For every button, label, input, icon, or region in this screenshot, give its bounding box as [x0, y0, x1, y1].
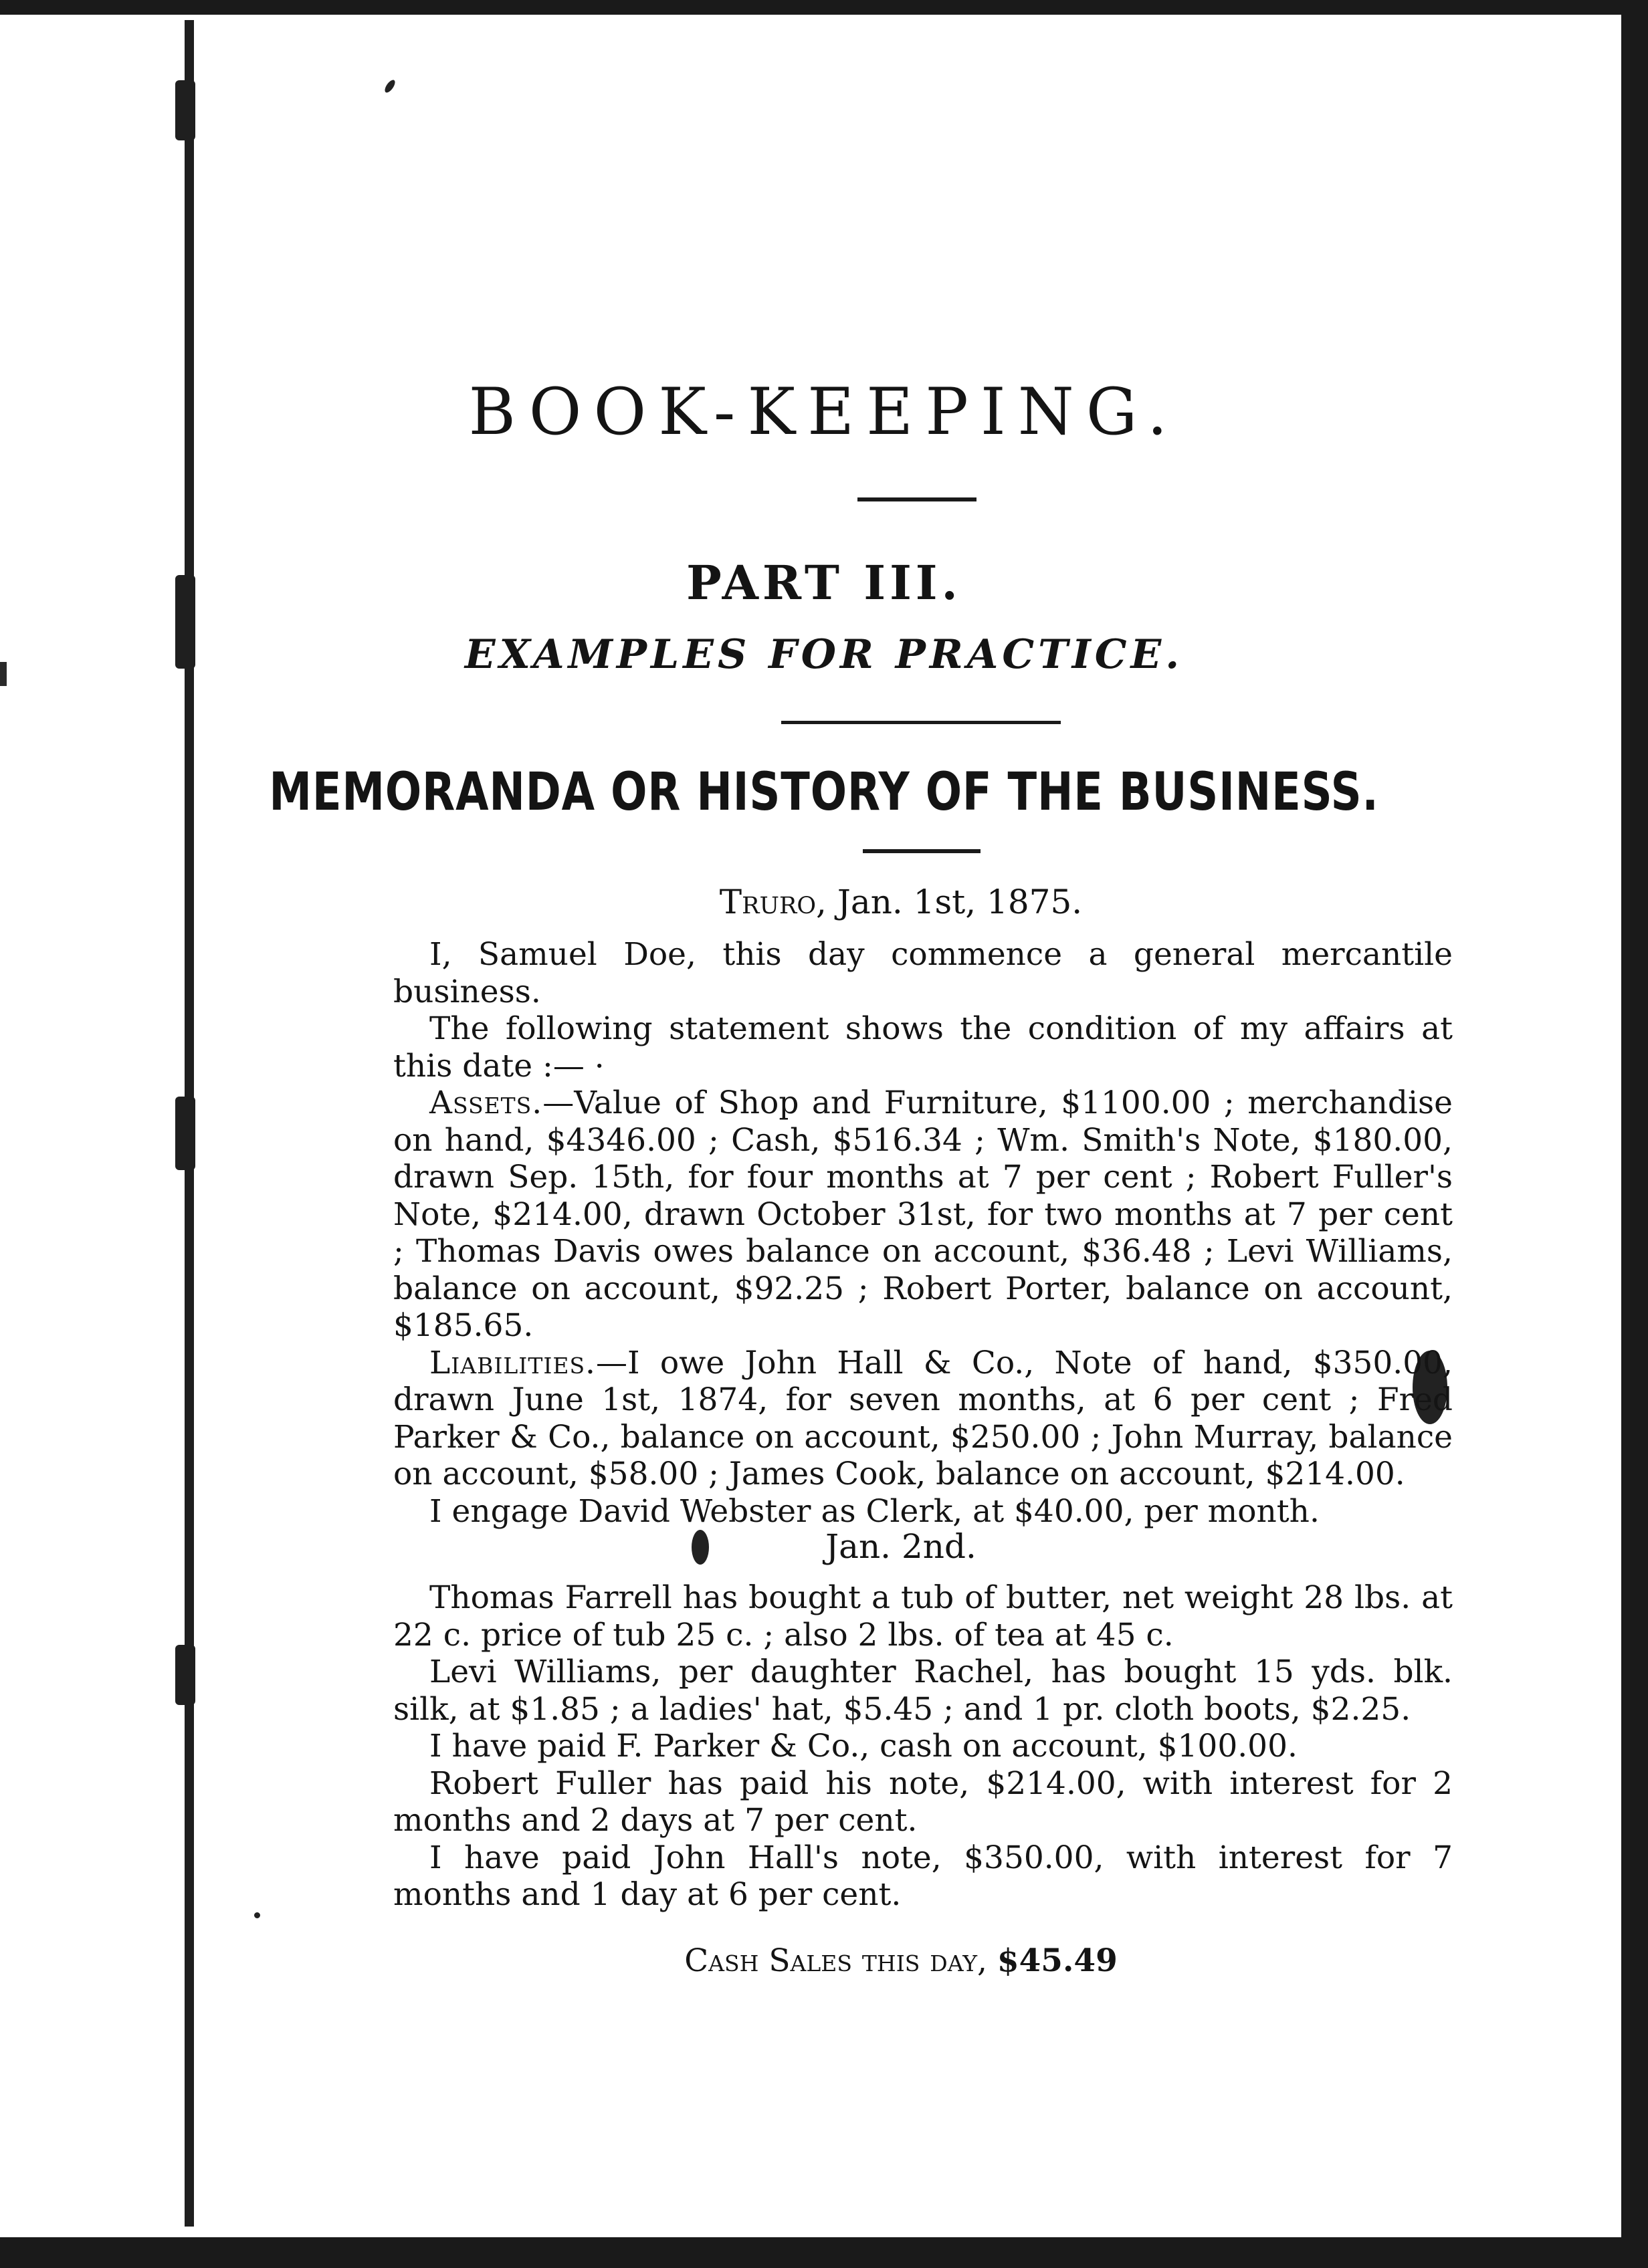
dateline-jan-1 — [0, 883, 1648, 921]
binding-mark — [175, 80, 195, 140]
dateline-jan-2: Jan. 2nd. — [825, 1527, 976, 1566]
scan-border-top — [0, 0, 1648, 15]
paragraph: Levi Williams, per daughter Rachel, has bought 15 yds. blk. silk, at $1.85 ; a ladies' hat, $5.45 ; and 1 pr. cloth boots, $2.25. — [393, 1654, 1453, 1728]
divider — [857, 497, 976, 501]
assets-label: Assets. — [429, 1085, 543, 1121]
ink-spot — [254, 1912, 260, 1918]
liabilities-text: —I owe John Hall & Co., Note of hand, $350.00, drawn June 1st, 1874, for seven months, at 6 per cent ; Fred Parker & Co., balance on account, $250.00 ; John Murray, balance on account, $58.00 ; James Cook, balance on account, $214.00. — [393, 1344, 1453, 1492]
divider — [863, 849, 981, 853]
scan-border-bottom — [0, 2237, 1648, 2268]
paragraph: I have paid John Hall's note, $350.00, with interest for 7 months and 1 day at 6 per cent. — [393, 1839, 1453, 1913]
paragraph: The following statement shows the condition of my affairs at this date :— · — [393, 1010, 1453, 1085]
paragraph: Thomas Farrell has bought a tub of butter, net weight 28 lbs. at 22 c. price of tub 25 c. ; also 2 lbs. of tea at 45 c. — [393, 1579, 1453, 1654]
liabilities-paragraph — [393, 1345, 1453, 1493]
page-title: BOOK-KEEPING. — [468, 374, 1180, 449]
paragraph: I have paid F. Parker & Co., cash on account, $100.00. — [429, 1728, 1298, 1765]
cash-sales-label: Cash Sales this day, — [684, 1942, 987, 1979]
binding-mark — [175, 1645, 195, 1705]
section-heading: MEMORANDA OR HISTORY OF THE BUSINESS. — [269, 762, 1379, 822]
subtitle: EXAMPLES FOR PRACTICE. — [464, 631, 1184, 678]
paragraph: I, Samuel Doe, this day commence a general mercantile business. — [393, 936, 1453, 1010]
divider — [781, 721, 1061, 724]
cash-sales-amount: $45.49 — [997, 1942, 1118, 1979]
ink-spot — [383, 78, 397, 94]
date-place: Truro, — [719, 883, 827, 921]
part-heading: PART III. — [686, 555, 962, 610]
paragraph: Robert Fuller has paid his note, $214.00, with interest for 2 months and 2 days at 7 per cent. — [393, 1765, 1453, 1839]
entry-jan-2 — [393, 1579, 1453, 1914]
date-text: Jan. 1st, 1875. — [837, 883, 1083, 921]
assets-text: —Value of Shop and Furniture, $1100.00 ; merchandise on hand, $4346.00 ; Cash, $516.34 ; Wm. Smith's Note, $180.00, drawn Sep. 15th, for four months at 7 per cent ; Robert Fuller's Note, $214.00, drawn October 31st, for two months at 7 per cent ; Thomas Davis owes balance on account, $36.48 ; Levi Williams, balance on account, $92.25 ; Robert Porter, balance on account, $185.65. — [393, 1085, 1453, 1344]
assets-paragraph — [393, 1085, 1453, 1345]
entry-jan-1 — [393, 936, 1453, 1530]
scan-border-right — [1621, 0, 1648, 2268]
binding-mark — [175, 1097, 195, 1170]
cash-sales-line — [0, 1942, 1648, 1979]
liabilities-label: Liabilities. — [429, 1344, 596, 1381]
paragraph: I engage David Webster as Clerk, at $40.00, per month. — [429, 1492, 1320, 1530]
